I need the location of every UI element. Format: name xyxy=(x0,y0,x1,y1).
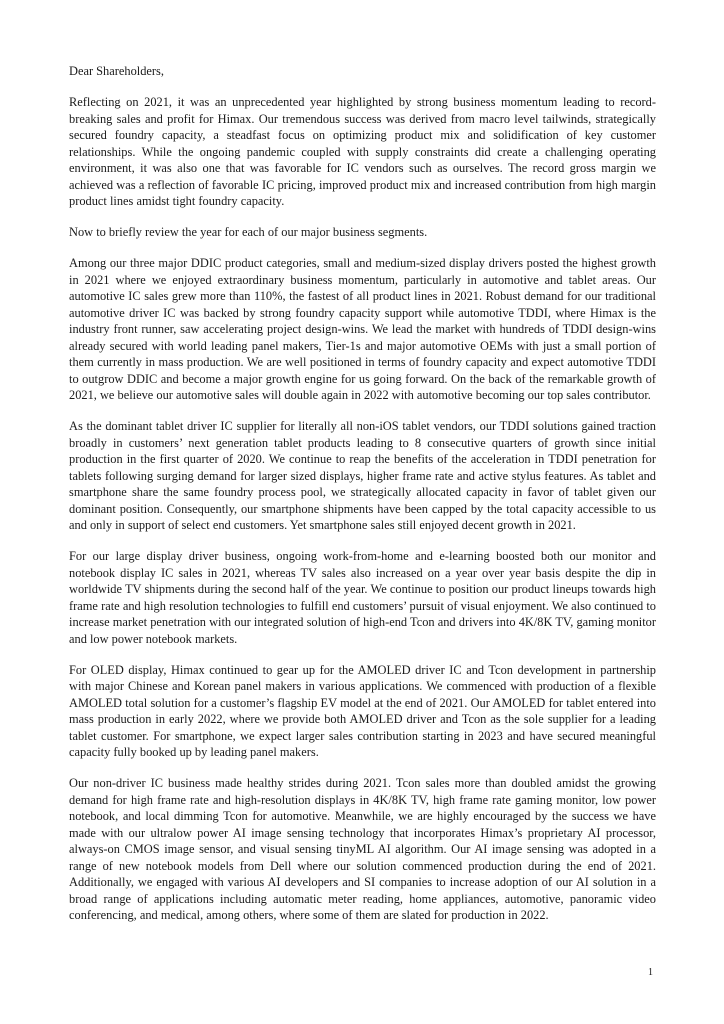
paragraph-non-driver: Our non-driver IC business made healthy strides during 2021. Tcon sales more than doubled amidst the growing demand for high frame rate and high-resolution displays in 4K/8K TV, high frame rate gaming monitor, low power notebook, and local dimming Tcon for automotive. Meanwhile, we are highly encouraged by the success we have made with our ultralow power AI image sensing technology that incorporates Himax’s proprietary AI processor, always-on CMOS image sensor, and visual sensing tinyML AI algorithm. Our AI image sensing was adopted in a range of new notebook models from Dell where our solution commenced production during the end of 2021. Additionally, we engaged with various AI developers and SI companies to increase adoption of our AI solution in a broad range of applications including automatic meter reading, home appliances, automotive, panoramic video conferencing, and medical, among others, where some of them are slated for production in 2022. xyxy=(69,776,656,922)
paragraph-tablet: As the dominant tablet driver IC supplier for literally all non-iOS tablet vendors, our TDDI solutions gained traction broadly in customers’ next generation tablet products leading to 8 consecutive quarters of growth since initial production in the first quarter of 2020. We continue to reap the benefits of the acceleration in TDDI penetration for tablets following surging demand for larger sized displays, higher frame rate and active stylus features. As tablet and smartphone share the same foundry process pool, we strategically allocated capacity in favor of tablet given our dominant position. Consequently, our smartphone shipments have been capped by the total capacity accessible to us and only in support of select end customers. Yet smartphone sales still enjoyed decent growth in 2021. xyxy=(69,419,656,532)
letter-body xyxy=(69,63,656,938)
paragraph-overview: Reflecting on 2021, it was an unprecedented year highlighted by strong business momentum leading to record-breaking sales and profit for Himax. Our tremendous success was derived from macro level tailwinds, strategically secured foundry capacity, a steadfast focus on optimizing product mix and solidification of key customer relationships. While the ongoing pandemic coupled with supply constraints did create a challenging operating environment, it was also one that was favorable for IC vendors such as ourselves. The record gross margin we achieved was a reflection of favorable IC pricing, improved product mix and increased contribution from high margin product lines amidst tight foundry capacity. xyxy=(69,95,656,208)
page-number: 1 xyxy=(648,967,653,978)
paragraph-ddic-automotive: Among our three major DDIC product categories, small and medium-sized display drivers posted the highest growth in 2021 where we enjoyed extraordinary business momentum, particularly in automotive and tablet areas. Our automotive IC sales grew more than 110%, the fastest of all product lines in 2021. Robust demand for our traditional automotive driver IC was backed by strong foundry capacity support while automotive TDDI, where Himax is the industry front runner, saw accelerating project design-wins. We lead the market with hundreds of TDDI design-wins already secured with world leading panel makers, Tier-1s and major automotive OEMs with just a small portion of them currently in mass production. We are well positioned in terms of foundry capacity and expect automotive TDDI to outgrow DDIC and become a major growth engine for us going forward. On the back of the remarkable growth of 2021, we believe our automotive sales will double again in 2022 with automotive becoming our top sales contributor. xyxy=(69,256,656,402)
paragraph-segment-intro: Now to briefly review the year for each of our major business segments. xyxy=(69,225,428,239)
paragraph-large-display: For our large display driver business, ongoing work-from-home and e-learning boosted both our monitor and notebook display IC sales in 2021, whereas TV sales also increased on a year over year basis despite the dip in worldwide TV shipments during the second half of the year. We continue to position our product lineups towards high frame rate and high resolution technologies to fulfill end customers’ pursuit of visual enjoyment. We also continued to increase market penetration with our integrated solution of high-end Tcon and drivers into 4K/8K TV, gaming monitor and low power notebook markets. xyxy=(69,549,656,646)
salutation: Dear Shareholders, xyxy=(69,64,164,78)
paragraph-oled: For OLED display, Himax continued to gear up for the AMOLED driver IC and Tcon development in partnership with major Chinese and Korean panel makers in various applications. We commenced with production of a flexible AMOLED total solution for a customer’s flagship EV model at the end of 2021. Our AMOLED for tablet entered into mass production in early 2022, where we provide both AMOLED driver and Tcon as the sole supplier for a leading tablet customer. For smartphone, we expect larger sales contribution starting in 2023 and have secured meaningful capacity fully booked up by leading panel makers. xyxy=(69,662,656,759)
